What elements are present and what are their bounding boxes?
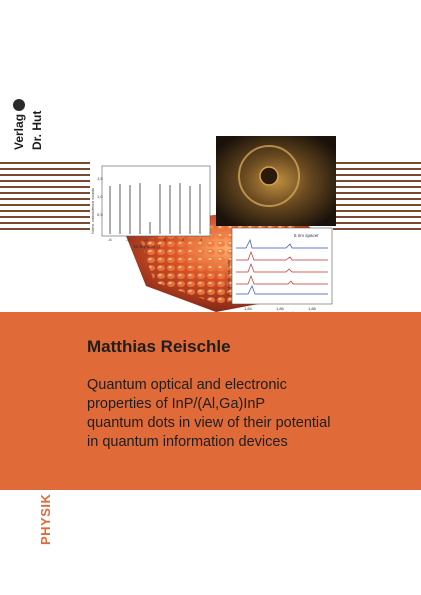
book-title-line-2: properties of InP/(Al,Ga)InP xyxy=(87,396,266,412)
publisher-name-left: Verlag xyxy=(12,113,26,150)
svg-text:4: 4 xyxy=(200,237,203,242)
svg-text:1,86: 1,86 xyxy=(276,306,284,311)
book-title-line-1: Quantum optical and electronic xyxy=(87,377,287,393)
decorative-stripes-right xyxy=(333,162,421,234)
cover-collage xyxy=(86,136,336,312)
svg-text:1,5: 1,5 xyxy=(97,176,103,181)
correlation-plot xyxy=(102,166,210,236)
decorative-stripes-left xyxy=(0,162,90,234)
category-label: PHYSIK xyxy=(38,493,53,545)
svg-text:1,84: 1,84 xyxy=(244,306,252,311)
plot2-ylabel: PL intensity (arb. units) xyxy=(227,259,231,296)
book-title-line-3: quantum dots in view of their potential xyxy=(87,415,331,431)
photo-center xyxy=(260,167,278,185)
publisher-logo xyxy=(10,60,42,150)
plot1-ylabel: Norm. coincidence counts xyxy=(90,187,95,234)
svg-text:2: 2 xyxy=(182,237,185,242)
svg-text:-6: -6 xyxy=(108,237,112,242)
svg-text:-4: -4 xyxy=(126,237,130,242)
book-title-line-4: in quantum information devices xyxy=(87,434,288,450)
author-name: Matthias Reischle xyxy=(87,337,231,356)
svg-text:1,88: 1,88 xyxy=(308,306,316,311)
plot2-title: 5 nm spacer xyxy=(294,233,319,238)
plot1-xlabel: Delay-time (T xyxy=(134,244,162,249)
svg-text:0,5: 0,5 xyxy=(97,212,103,217)
svg-text:1,0: 1,0 xyxy=(97,194,103,199)
publisher-name-right: Dr. Hut xyxy=(30,110,44,150)
pl-spectra-plot xyxy=(232,228,332,304)
svg-text:-2: -2 xyxy=(144,237,148,242)
svg-text:0: 0 xyxy=(164,237,167,242)
owl-icon xyxy=(13,99,25,111)
